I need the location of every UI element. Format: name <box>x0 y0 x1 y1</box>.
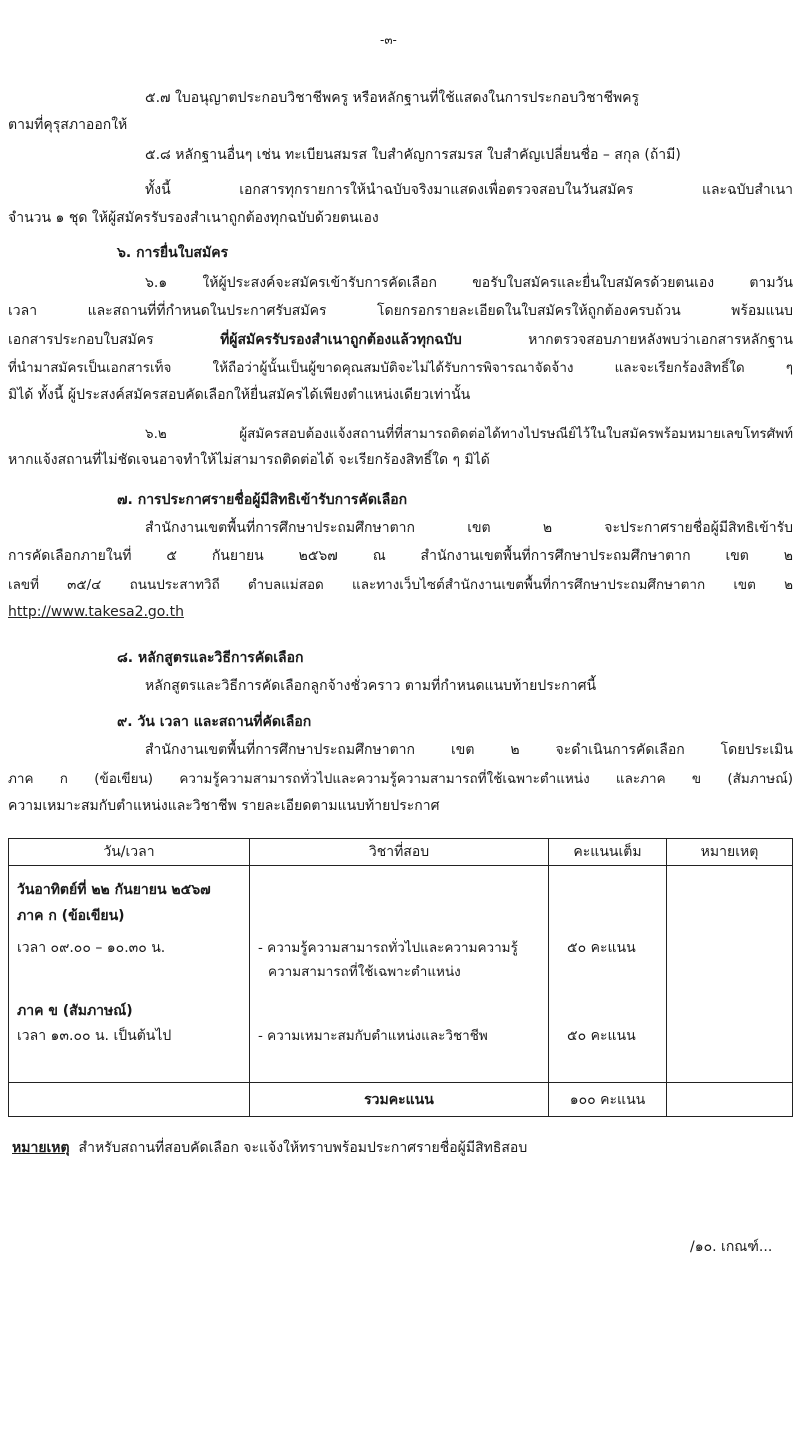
s7-line: เลขที่ ๓๕/๔ ถนนประสาทวิถี ตำบลแม่สอด และทางเว็บไซต์สำนักงานเขตพื้นที่การศึกษาประถมศึกษาตาก เขต ๒ <box>8 577 793 593</box>
exam-schedule-table <box>8 838 793 1117</box>
table-row <box>9 866 793 1083</box>
part-b-subject: - ความเหมาะสมกับตำแหน่งและวิชาชีพ <box>258 1028 488 1044</box>
s6-emphasis: ที่ผู้สมัครรับรองสำเนาถูกต้องแล้วทุกฉบับ <box>220 332 462 348</box>
website-link[interactable]: http://www.takesa2.go.th <box>8 604 184 620</box>
section-8-heading: ๘. หลักสูตรและวิธีการคัดเลือก <box>117 650 304 666</box>
s6-2-line: หากแจ้งสถานที่ไม่ชัดเจนอาจทำให้ไม่สามารถติดต่อได้ จะเรียกร้องสิทธิ์ใด ๆ มิได้ <box>8 452 490 468</box>
remark-cell <box>667 866 793 1083</box>
section-6-heading: ๖. การยื่นใบสมัคร <box>117 245 229 261</box>
table-header-row <box>9 839 793 866</box>
part-b-title: ภาค ข (สัมภาษณ์) <box>17 1003 133 1019</box>
col-header-date: วัน/เวลา <box>9 839 250 866</box>
docs-note-cont: จำนวน ๑ ชุด ให้ผู้สมัครรับรองสำเนาถูกต้องทุกฉบับด้วยตนเอง <box>8 210 379 226</box>
s6-line: เวลา และสถานที่ที่กำหนดในประกาศรับสมัคร โดยกรอกรายละเอียดในใบสมัครให้ถูกต้องครบถ้วน พร้อมแนบ <box>8 303 793 319</box>
remark-label: หมายเหตุ <box>12 1140 70 1156</box>
remark <box>12 1138 527 1158</box>
col-header-score: คะแนนเต็ม <box>549 839 667 866</box>
part-b-score: ๕๐ คะแนน <box>567 1028 636 1044</box>
part-a-subject: - ความรู้ความสามารถทั่วไปและความความรู้ <box>258 940 518 956</box>
item-5-7: ๕.๗ ใบอนุญาตประกอบวิชาชีพครู หรือหลักฐานที่ใช้แสดงในการประกอบวิชาชีพครู <box>145 90 640 106</box>
section-7-heading: ๗. การประกาศรายชื่อผู้มีสิทธิเข้ารับการคัดเลือก <box>117 492 408 508</box>
s6-line <box>8 330 793 350</box>
col-header-subject: วิชาที่สอบ <box>250 839 549 866</box>
item-5-7-cont: ตามที่คุรุสภาออกให้ <box>8 117 128 133</box>
section-9-heading: ๙. วัน เวลา และสถานที่คัดเลือก <box>117 714 312 730</box>
s6-2-line: ๖.๒ ผู้สมัครสอบต้องแจ้งสถานที่ที่สามารถติดต่อได้ทางไปรษณีย์ไว้ในใบสมัครพร้อมหมายเลขโทรศัพท์ <box>145 426 793 442</box>
s6-line: มิได้ ทั้งนี้ ผู้ประสงค์สมัครสอบคัดเลือกให้ยื่นสมัครได้เพียงตำแหน่งเดียวเท่านั้น <box>8 387 471 403</box>
col-header-remark: หมายเหตุ <box>667 839 793 866</box>
s8-body: หลักสูตรและวิธีการคัดเลือกลูกจ้างชั่วคราว ตามที่กำหนดแนบท้ายประกาศนี้ <box>145 678 597 694</box>
page-number: -๓- <box>380 33 397 47</box>
score-cell <box>549 866 667 1083</box>
total-label: รวมคะแนน <box>250 1083 549 1117</box>
s6-line: ที่นำมาสมัครเป็นเอกสารเท็จ ให้ถือว่าผู้นั้นเป็นผู้ขาดคุณสมบัติจะไม่ได้รับการพิจารณาจัดจ้าง และจะเรียกร้องสิทธิ์ใด ๆ <box>8 360 793 376</box>
part-a-score: ๕๐ คะแนน <box>567 940 636 956</box>
total-empty-cell <box>9 1083 250 1117</box>
s7-line: การคัดเลือกภายในที่ ๕ กันยายน ๒๕๖๗ ณ สำนักงานเขตพื้นที่การศึกษาประถมศึกษาตาก เขต ๒ <box>8 548 793 564</box>
s7-line: สำนักงานเขตพื้นที่การศึกษาประถมศึกษาตาก เขต ๒ จะประกาศรายชื่อผู้มีสิทธิเข้ารับ <box>145 520 793 536</box>
remark-text: สำหรับสถานที่สอบคัดเลือก จะแจ้งให้ทราบพร้อมประกาศรายชื่อผู้มีสิทธิสอบ <box>78 1140 528 1156</box>
part-a-title: ภาค ก (ข้อเขียน) <box>17 908 125 924</box>
date-cell <box>9 866 250 1083</box>
docs-note: ทั้งนี้ เอกสารทุกรายการให้นำฉบับจริงมาแสดงเพื่อตรวจสอบในวันสมัคร และฉบับสำเนา <box>145 182 793 198</box>
part-a-time: เวลา ๐๙.๐๐ – ๑๐.๓๐ น. <box>17 940 166 956</box>
item-5-8: ๕.๘ หลักฐานอื่นๆ เช่น ทะเบียนสมรส ใบสำคัญการสมรส ใบสำคัญเปลี่ยนชื่อ – สกุล (ถ้ามี) <box>145 147 681 163</box>
s9-line: ความเหมาะสมกับตำแหน่งและวิชาชีพ รายละเอียดตามแนบท้ายประกาศ <box>8 798 440 814</box>
s9-line: ภาค ก (ข้อเขียน) ความรู้ความสามารถทั่วไปและความรู้ความสามารถที่ใช้เฉพาะตำแหน่ง และภาค ข (สัมภาษณ์) <box>8 771 793 787</box>
part-a-subject-cont: ความสามารถที่ใช้เฉพาะตำแหน่ง <box>268 964 461 980</box>
s9-line: สำนักงานเขตพื้นที่การศึกษาประถมศึกษาตาก เขต ๒ จะดำเนินการคัดเลือก โดยประเมิน <box>145 742 793 758</box>
s6-line: ๖.๑ ให้ผู้ประสงค์จะสมัครเข้ารับการคัดเลือก ขอรับใบสมัครและยื่นใบสมัครด้วยตนเอง ตามวัน <box>145 275 793 291</box>
total-score: ๑๐๐ คะแนน <box>549 1083 667 1117</box>
s6-text: หากตรวจสอบภายหลังพบว่าเอกสารหลักฐาน <box>528 332 793 348</box>
s6-text: เอกสารประกอบใบสมัคร <box>8 332 154 348</box>
exam-date: วันอาทิตย์ที่ ๒๒ กันยายน ๒๕๖๗ <box>17 882 211 898</box>
continued-marker: /๑๐. เกณฑ์... <box>690 1239 773 1255</box>
total-remark-cell <box>667 1083 793 1117</box>
subject-cell <box>250 866 549 1083</box>
part-b-time: เวลา ๑๓.๐๐ น. เป็นต้นไป <box>17 1028 172 1044</box>
table-total-row <box>9 1083 793 1117</box>
